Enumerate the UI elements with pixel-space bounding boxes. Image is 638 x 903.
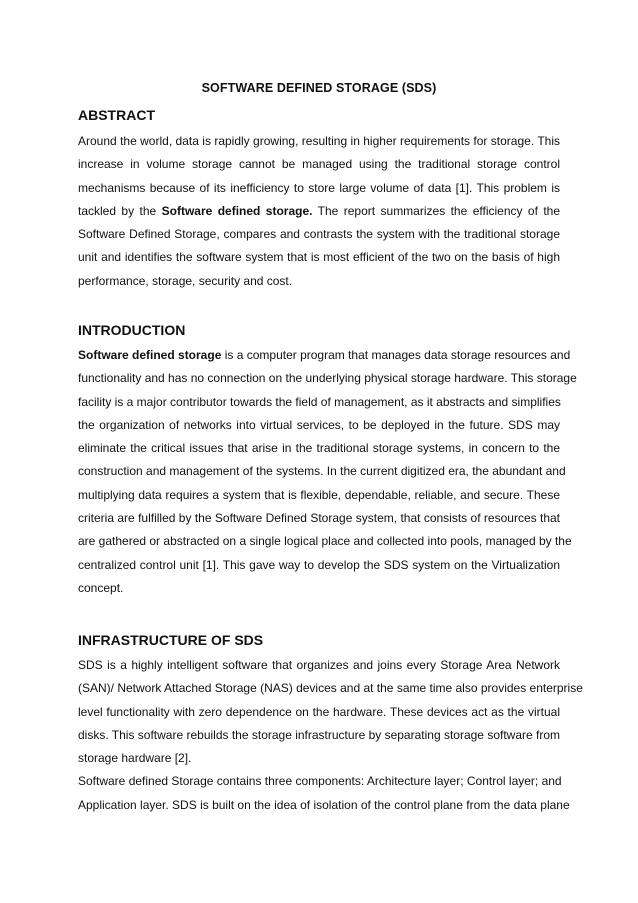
introduction-line: concept. xyxy=(78,580,124,595)
abstract-text: The report summarizes the efficiency of the xyxy=(317,203,560,218)
introduction-heading: INTRODUCTION xyxy=(78,322,186,338)
infrastructure-line: Application layer. SDS is built on the idea of isolation of the control plane from the data plane xyxy=(78,797,570,812)
infrastructure-line: Software defined Storage contains three components: Architecture layer; Control layer; and xyxy=(78,774,562,789)
infrastructure-line: (SAN)/ Network Attached Storage (NAS) devices and at the same time also provides enterprise xyxy=(78,681,583,696)
infrastructure-line: disks. This software rebuilds the storage infrastructure by separating storage software from xyxy=(78,727,560,742)
infrastructure-heading: INFRASTRUCTURE OF SDS xyxy=(78,632,264,648)
infrastructure-line: SDS is a highly intelligent software that organizes and joins every Storage Area Network xyxy=(78,658,560,672)
abstract-line: performance, storage, security and cost. xyxy=(78,273,293,288)
document-title: SOFTWARE DEFINED STORAGE (SDS) xyxy=(201,81,437,95)
abstract-line: mechanisms because of its inefficiency to store large volume of data [1]. This problem is xyxy=(78,180,560,195)
introduction-line: eliminate the critical issues that arise in the traditional storage systems, in concern to the xyxy=(78,441,560,456)
abstract-bold-term: Software defined storage. xyxy=(161,203,313,218)
introduction-paragraph xyxy=(78,344,577,600)
infrastructure-paragraph xyxy=(78,654,583,817)
abstract-line: increase in volume storage cannot be managed using the traditional storage control xyxy=(78,157,560,172)
introduction-line: facility is a major contributor towards the field of management, as it abstracts and simplifies xyxy=(78,394,561,409)
introduction-line: the organization of networks into virtual services, to be deployed in the future. SDS may xyxy=(78,417,560,432)
introduction-line: multiplying data requires a system that is flexible, dependable, reliable, and secure. These xyxy=(78,487,560,502)
abstract-line: Around the world, data is rapidly growing, resulting in higher requirements for storage. This xyxy=(78,134,560,148)
infrastructure-line: level functionality with zero dependence on the hardware. These devices act as the virtual xyxy=(78,704,560,719)
introduction-line: are gathered or abstracted on a single logical place and collected into pools, managed by the xyxy=(78,534,572,549)
abstract-line: unit and identifies the software system that is most efficient of the two on the basis of high xyxy=(78,250,560,265)
introduction-line: criteria are fulfilled by the Software Defined Storage system, that consists of resources that xyxy=(78,511,560,526)
introduction-line-mixed xyxy=(78,344,571,367)
abstract-line-mixed xyxy=(78,200,560,223)
introduction-line: functionality and has no connection on the underlying physical storage hardware. This storage xyxy=(78,371,577,386)
introduction-bold-term: Software defined storage xyxy=(78,348,222,362)
introduction-line: construction and management of the systems. In the current digitized era, the abundant and xyxy=(78,464,566,479)
introduction-text: is a computer program that manages data storage resources and xyxy=(224,348,571,362)
introduction-line: centralized control unit [1]. This gave way to develop the SDS system on the Virtualization xyxy=(78,557,560,572)
abstract-heading: ABSTRACT xyxy=(78,107,155,123)
abstract-paragraph xyxy=(78,130,560,293)
abstract-text: tackled by the xyxy=(78,203,157,218)
abstract-line: Software Defined Storage, compares and contrasts the system with the traditional storage xyxy=(78,227,560,242)
infrastructure-line: storage hardware [2]. xyxy=(78,751,192,766)
